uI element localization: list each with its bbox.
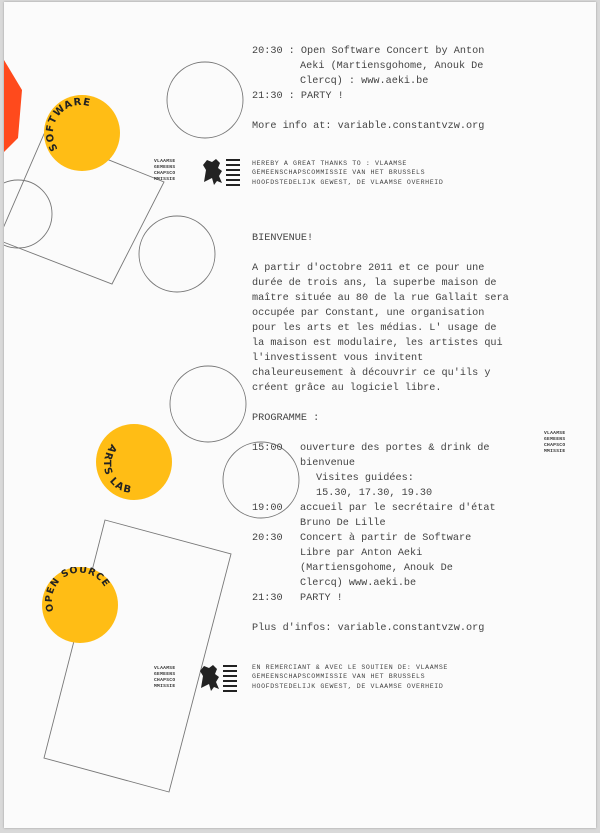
vgc-logo-text-top: VLAAMSE GEMEENS CHAPSCO MMISSIE [154,159,176,182]
paragraph-line: l'investissent vous invitent [252,353,424,364]
sticker-arts-lab [96,424,172,500]
paragraph-line: pour les arts et les médias. L' usage de [252,323,497,334]
red-corner-tag [4,60,22,152]
svg-text:ARTS LAB [101,442,133,496]
vgc-logo-text-bottom: VLAAMSE GEMEENS CHAPSCO MMISSIE [154,666,176,689]
paragraph-line: occupée par Constant, une organisation [252,308,485,319]
svg-text:SOFTWARE [45,97,92,153]
programme-time: 15:00 [252,443,283,454]
programme-heading: PROGRAMME : [252,413,320,424]
programme-time: 19:00 [252,503,283,514]
top-line: 20:30 : Open Software Concert by Anton [252,46,485,57]
svg-text:OPEN SOURCE [44,567,112,613]
paragraph-line: maître située au 80 de la rue Gallait sera [252,293,509,304]
main-text-block [252,231,552,636]
top-line: Aeki (Martiensgohome, Anouk De [300,61,484,72]
sticker-open-source [42,567,118,643]
paragraph-line: durée de trois ans, la superbe maison de [252,278,497,289]
outline-circle [4,180,52,248]
vgc-logo-text-right: VLAAMSE GEMEENS CHAPSCO MMISSIE [544,431,566,454]
sticker-software [44,95,120,171]
more-info-link[interactable]: More info at: variable.constantvzw.org [252,121,485,132]
programme-item: 21:30 PARTY ! [252,593,343,604]
programme-time: 21:30 [252,593,283,604]
top-line: Clercq) : www.aeki.be [300,76,429,87]
bienvenue-heading: BIENVENUE! [252,233,314,244]
plus-infos-link[interactable]: Plus d'infos: variable.constantvzw.org [252,623,485,634]
outline-rectangle [44,520,231,792]
paragraph-line: chaleureusement à découvrir ce qu'ils y [252,368,491,379]
programme-item: 20:30 Concert à partir de Software Libre par Anton Aeki (Martiensgohome, Anouk De Clercq) www.aeki.be [252,533,472,589]
sticker-open-source-text: OPEN SOURCE [43,567,112,613]
programme-time: 20:30 [252,533,283,544]
programme-item: 15:00 ouverture des portes & drink de bienvenue Visites guidées: 15.30, 17.30, 19.30 [252,443,490,499]
flemish-lion-icon [200,156,242,188]
paragraph-line: A partir d'octobre 2011 et ce pour une [252,263,485,274]
sticker-software-text: SOFTWARE [44,96,92,153]
top-line: 21:30 : PARTY ! [252,91,344,102]
paragraph-line: la maison est modulaire, les artistes qui [252,338,503,349]
outline-circle [139,216,215,292]
outline-circle [167,62,243,138]
programme-item: 19:00 accueil par le secrétaire d'état Bruno De Lille [252,503,496,529]
sticker-arts-lab-text: ARTS LAB [100,441,134,497]
outline-circle [170,366,246,442]
paragraph-line: créent grâce au logiciel libre. [252,383,442,394]
top-program-block [252,44,552,134]
flyer-page [4,2,596,828]
thanks-top: HEREBY A GREAT THANKS TO : VLAAMSE GEMEENSCHAPSCOMMISSIE VAN HET BRUSSELS HOOFDSTEDELIJK GEWEST, DE VLAAMSE OVERHEID [252,160,444,186]
thanks-bottom: EN REMERCIANT & AVEC LE SOUTIEN DE: VLAAMSE GEMEENSCHAPSCOMMISSIE VAN HET BRUSSELS HOOFDSTEDELIJK GEWEST, DE VLAAMSE OVERHEID [252,664,448,690]
flemish-lion-icon [197,662,239,694]
